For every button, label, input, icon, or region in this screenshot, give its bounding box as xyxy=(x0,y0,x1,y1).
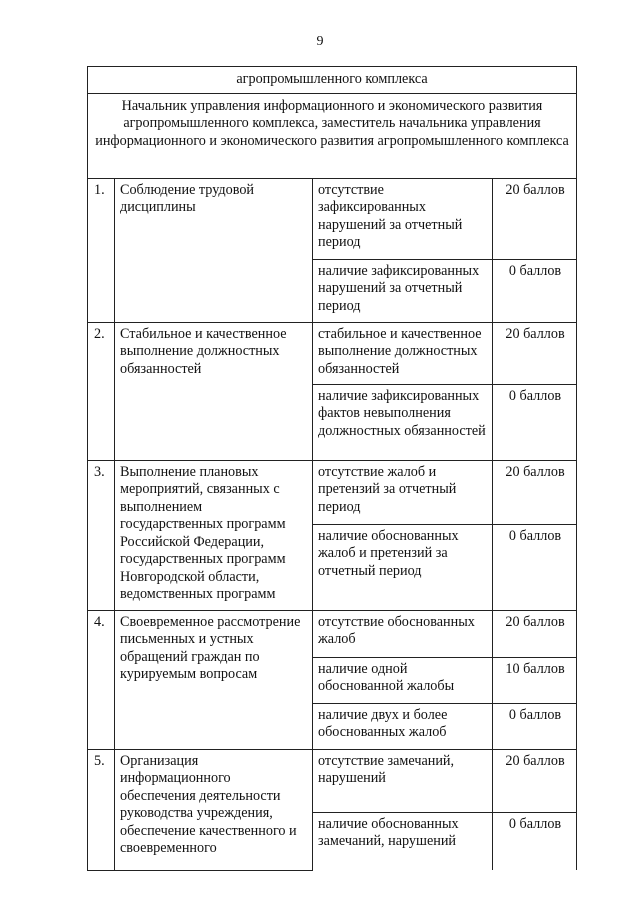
criterion-title: Организация информационного обеспечения деятельности руководства учреждения, обеспечение качественного и своевременного xyxy=(115,749,313,870)
criterion-option: наличие зафиксированных фактов невыполнения должностных обязанностей xyxy=(313,384,493,460)
criterion-points: 20 баллов xyxy=(493,460,577,524)
criterion-option: отсутствие замечаний, нарушений xyxy=(313,749,493,812)
criterion-option: стабильное и качественное выполнение должностных обязанностей xyxy=(313,322,493,384)
criterion-points: 10 баллов xyxy=(493,657,577,703)
criterion-points: 20 баллов xyxy=(493,749,577,812)
criterion-option: наличие обоснованных замечаний, нарушений xyxy=(313,812,493,870)
criterion-points: 0 баллов xyxy=(493,812,577,870)
criterion-option: отсутствие зафиксированных нарушений за отчетный период xyxy=(313,178,493,259)
criterion-points: 0 баллов xyxy=(493,703,577,749)
criterion-title: Выполнение плановых мероприятий, связанных с выполнением государственных программ Российской Федерации, государственных программ Новгородской области, ведомственных программ xyxy=(115,460,313,610)
criterion-option: отсутствие обоснованных жалоб xyxy=(313,610,493,657)
criterion-number: 2. xyxy=(88,322,115,460)
criterion-title: Своевременное рассмотрение письменных и устных обращений граждан по курируемым вопросам xyxy=(115,610,313,749)
criterion-points: 20 баллов xyxy=(493,610,577,657)
criterion-title: Стабильное и качественное выполнение должностных обязанностей xyxy=(115,322,313,460)
criterion-option: наличие двух и более обоснованных жалоб xyxy=(313,703,493,749)
criterion-points: 0 баллов xyxy=(493,384,577,460)
position-title: Начальник управления информационного и экономического развития агропромышленного комплекса, заместитель начальника управления информационного и экономического развития агропромышленного комплекса xyxy=(88,93,577,178)
criterion-option: наличие обоснованных жалоб и претензий за отчетный период xyxy=(313,524,493,610)
criterion-points: 20 баллов xyxy=(493,178,577,259)
criterion-number: 1. xyxy=(88,178,115,322)
page-number: 9 xyxy=(316,34,324,49)
criterion-option: наличие одной обоснованной жалобы xyxy=(313,657,493,703)
criterion-number: 4. xyxy=(88,610,115,749)
criterion-number: 5. xyxy=(88,749,115,870)
criterion-points: 0 баллов xyxy=(493,524,577,610)
section-header: агропромышленного комплекса xyxy=(88,67,577,94)
criterion-number: 3. xyxy=(88,460,115,610)
criterion-title: Соблюдение трудовой дисциплины xyxy=(115,178,313,322)
criterion-points: 0 баллов xyxy=(493,259,577,322)
criteria-table xyxy=(87,66,577,871)
criterion-points: 20 баллов xyxy=(493,322,577,384)
criterion-option: наличие зафиксированных нарушений за отчетный период xyxy=(313,259,493,322)
criterion-option: отсутствие жалоб и претензий за отчетный период xyxy=(313,460,493,524)
